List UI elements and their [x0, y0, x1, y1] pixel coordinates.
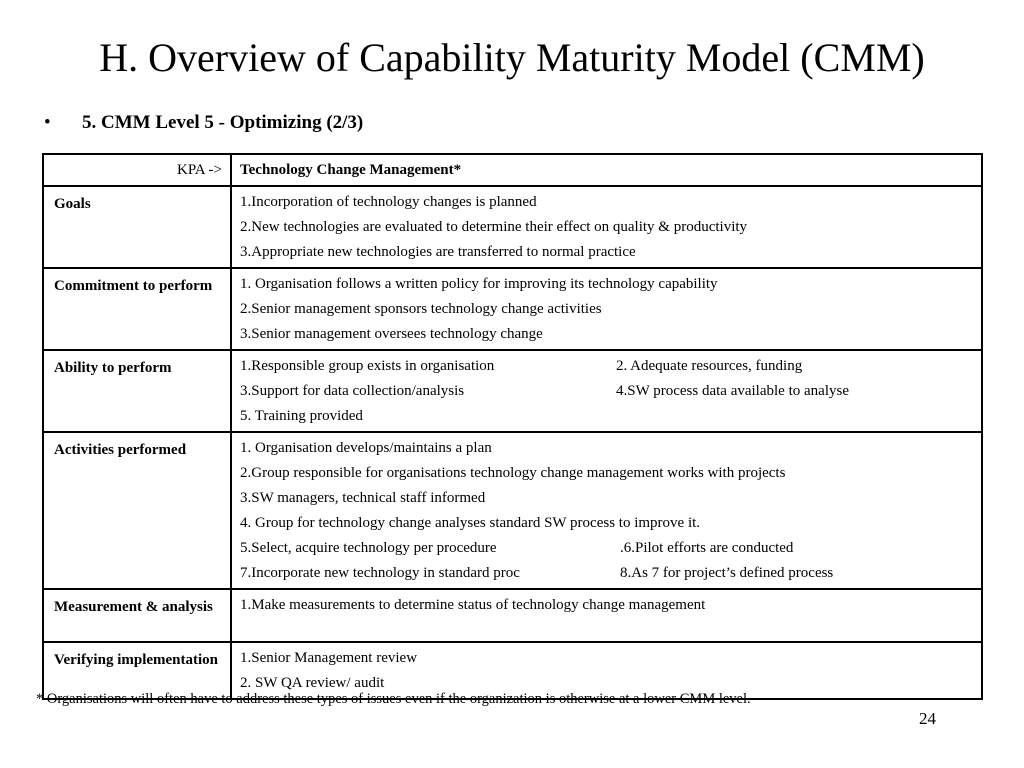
- kpa-label: KPA ->: [43, 154, 231, 186]
- row-item: 4.SW process data available to analyse: [616, 383, 849, 399]
- row-line: 3.Appropriate new technologies are transferred to normal practice: [240, 244, 636, 260]
- table-row-goals: [43, 186, 982, 268]
- row-label: Commitment to perform: [43, 268, 231, 350]
- row-line: 2.New technologies are evaluated to determine their effect on quality & productivity: [240, 219, 748, 235]
- row-item: 2. Adequate resources, funding: [616, 358, 803, 374]
- row-line: 1. Organisation follows a written policy for improving its technology capability: [240, 276, 718, 292]
- row-line-pair: [240, 379, 973, 404]
- kpa-title: Technology Change Management*: [231, 154, 982, 186]
- row-label: Measurement & analysis: [43, 589, 231, 642]
- table-row-measurement: [43, 589, 982, 642]
- row-label: Activities performed: [43, 432, 231, 589]
- row-content: [231, 350, 982, 432]
- row-item: 5.Select, acquire technology per procedure: [240, 540, 497, 556]
- section-heading: [44, 111, 363, 135]
- slide-title: H. Overview of Capability Maturity Model (CMM): [99, 35, 925, 80]
- row-line-pair: [240, 536, 973, 561]
- row-line-pair: [240, 354, 973, 379]
- section-heading-text: 5. CMM Level 5 - Optimizing (2/3): [82, 112, 364, 133]
- row-content: [231, 186, 982, 268]
- bullet-marker: •: [44, 112, 51, 133]
- row-line: 4. Group for technology change analyses standard SW process to improve it.: [240, 515, 701, 531]
- row-content: [231, 268, 982, 350]
- row-item: 3.Support for data collection/analysis: [240, 383, 465, 399]
- row-line: 2.Group responsible for organisations technology change management works with projects: [240, 465, 786, 481]
- table-row-commitment: [43, 268, 982, 350]
- row-line: 3.SW managers, technical staff informed: [240, 490, 486, 506]
- row-label: Goals: [43, 186, 231, 268]
- page-number: 24: [919, 709, 936, 728]
- row-line: 2.Senior management sponsors technology change activities: [240, 301, 602, 317]
- table-header-row: [43, 154, 982, 186]
- row-item: .6.Pilot efforts are conducted: [620, 540, 794, 556]
- row-item: 8.As 7 for project’s defined process: [620, 565, 834, 581]
- row-content: [231, 432, 982, 589]
- row-line-pair: [240, 561, 973, 586]
- row-line: 1.Senior Management review: [240, 650, 418, 666]
- row-line: 2. SW QA review/ audit: [240, 675, 385, 691]
- table-row-ability: [43, 350, 982, 432]
- kpa-table: [42, 153, 983, 700]
- row-item: 1.Responsible group exists in organisation: [240, 358, 495, 374]
- row-item: 7.Incorporate new technology in standard proc: [240, 565, 520, 581]
- row-line: 5. Training provided: [240, 408, 363, 424]
- row-line: 1.Incorporation of technology changes is planned: [240, 194, 537, 210]
- row-content: [231, 589, 982, 642]
- row-line: 3.Senior management oversees technology change: [240, 326, 543, 342]
- row-label: Verifying implementation: [43, 642, 231, 699]
- table-row-activities: [43, 432, 982, 589]
- row-line: 1. Organisation develops/maintains a plan: [240, 440, 492, 456]
- row-label: Ability to perform: [43, 350, 231, 432]
- row-line: 1.Make measurements to determine status of technology change management: [240, 597, 706, 613]
- footnote: * Organisations will often have to address these types of issues even if the organization is otherwise at a lower CMM level.: [36, 691, 751, 707]
